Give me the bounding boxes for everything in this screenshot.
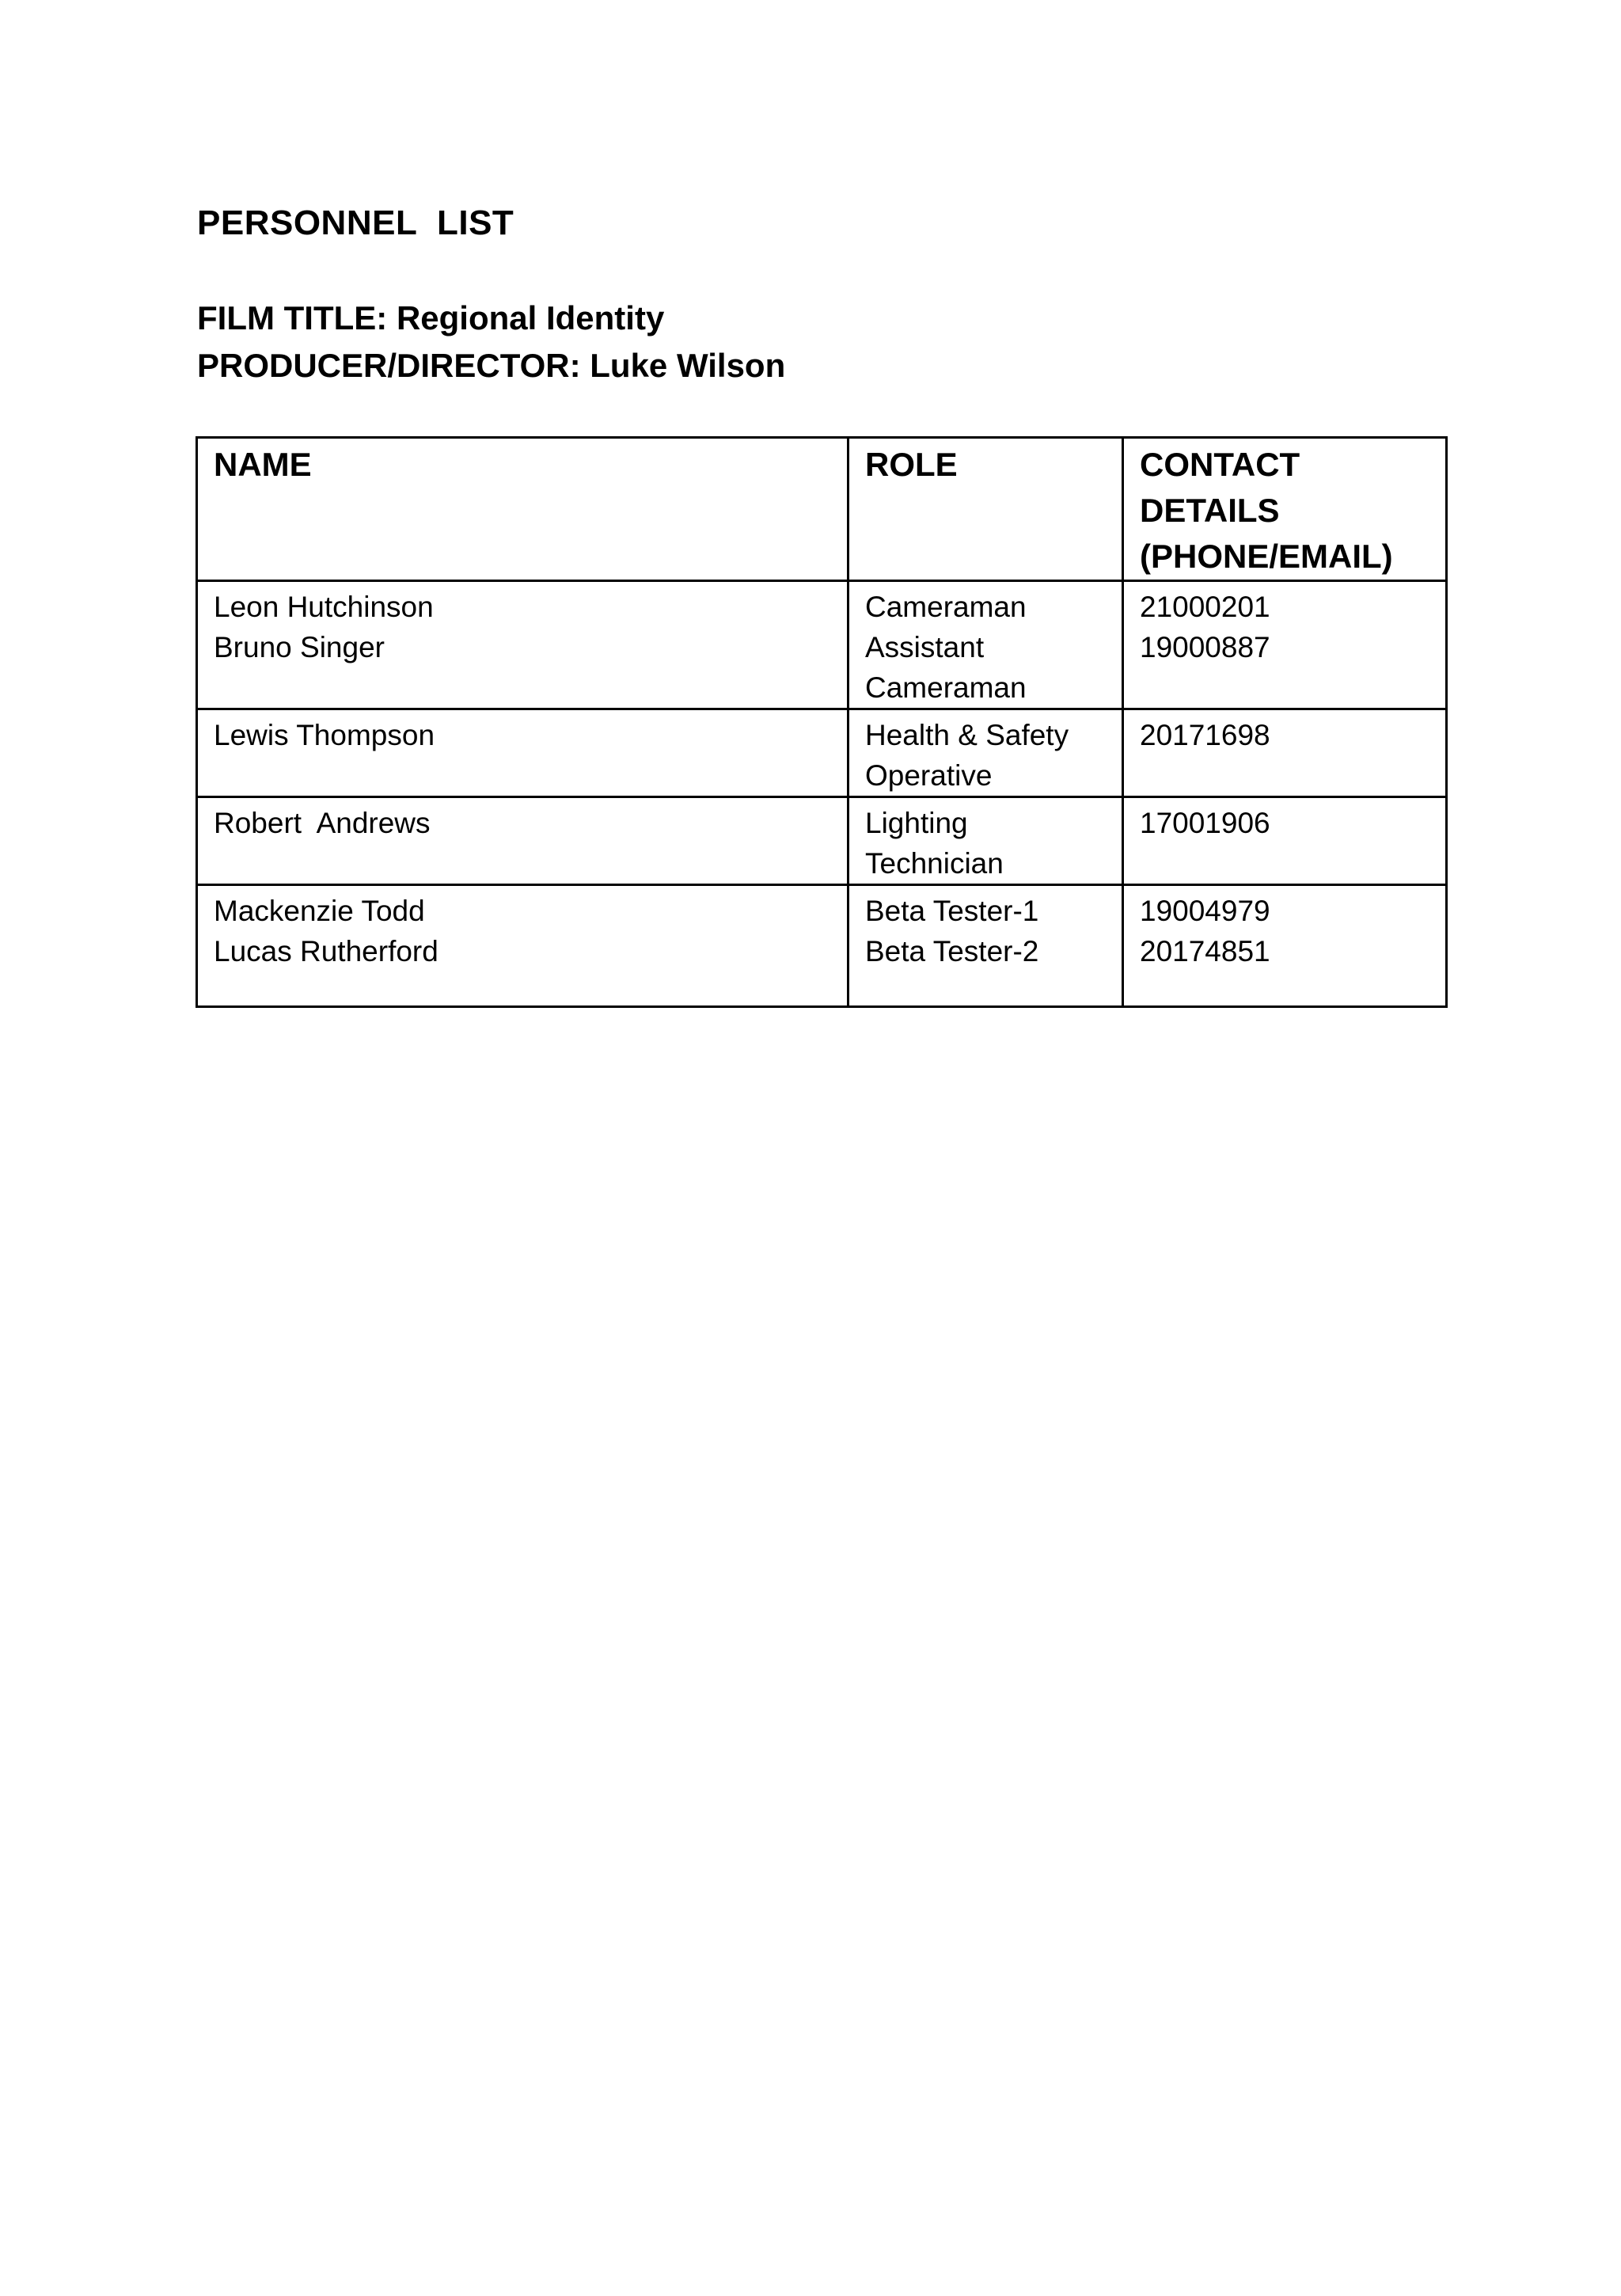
role-cell [848,797,1123,885]
person-contact: 21000201 [1140,591,1270,623]
table-header-row [197,438,1447,581]
person-contact: 19000887 [1140,631,1270,663]
name-cell [197,581,848,709]
document-title: PERSONNEL LIST [197,203,514,242]
person-contact: 20174851 [1140,935,1270,967]
person-role: Beta Tester-2 [865,935,1039,967]
person-contact: 19004979 [1140,895,1270,927]
contact-cell [1123,797,1447,885]
person-role: Cameraman [865,591,1027,623]
personnel-table [196,436,1448,1008]
producer-value: Luke Wilson [590,347,786,384]
column-header-contact: CONTACT DETAILS (PHONE/EMAIL) [1123,438,1447,581]
role-cell [848,709,1123,797]
film-title-line [197,295,785,342]
film-meta [197,295,785,390]
person-role: Health & Safety Operative [865,719,1069,792]
contact-cell [1123,885,1447,1007]
person-name: Lewis Thompson [214,719,435,751]
table-row [197,581,1447,709]
role-cell [848,581,1123,709]
film-title-value: Regional Identity [396,299,665,336]
producer-label: PRODUCER/DIRECTOR: [197,347,581,384]
person-name: Lucas Rutherford [214,935,438,967]
table-row [197,709,1447,797]
film-title-label: FILM TITLE: [197,299,388,336]
person-name: Bruno Singer [214,631,385,663]
person-role: Beta Tester-1 [865,895,1039,927]
person-contact: 17001906 [1140,807,1270,839]
name-cell [197,797,848,885]
column-header-name: NAME [197,438,848,581]
person-name: Mackenzie Todd [214,895,425,927]
person-name: Robert Andrews [214,807,431,839]
column-header-role: ROLE [848,438,1123,581]
person-contact: 20171698 [1140,719,1270,751]
table-row [197,797,1447,885]
contact-cell [1123,581,1447,709]
role-cell [848,885,1123,1007]
producer-line [197,342,785,390]
person-role: Lighting Technician [865,807,1004,880]
person-name: Leon Hutchinson [214,591,434,623]
person-role: Assistant Cameraman [865,631,1027,704]
name-cell [197,885,848,1007]
name-cell [197,709,848,797]
contact-cell [1123,709,1447,797]
table-row [197,885,1447,1007]
